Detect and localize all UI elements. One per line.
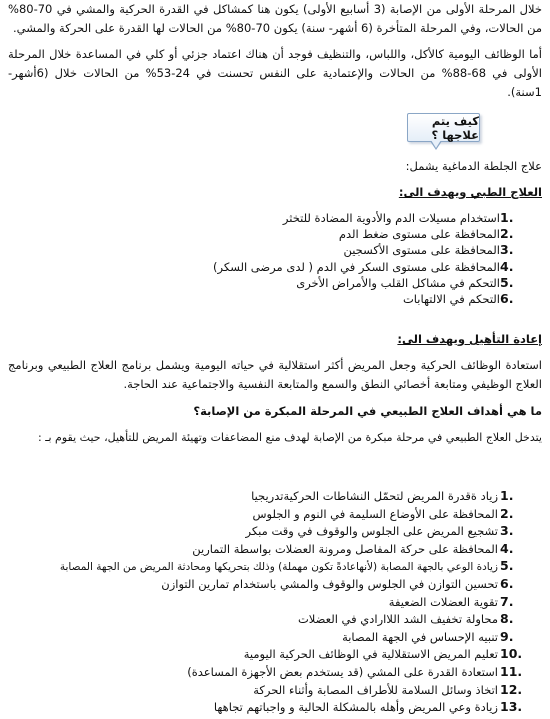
list-item-text: تقوية العضلات الضعيفة — [388, 594, 498, 609]
list-item — [60, 698, 522, 716]
list-item — [213, 275, 522, 291]
list-item-text: التحكم في مشاكل القلب والأمراض الأخرى — [296, 275, 500, 290]
list-item — [213, 291, 522, 307]
list-item-number: 5. — [500, 558, 514, 574]
list-item-number: 3. — [500, 523, 514, 539]
list-item-number: 3. — [500, 242, 514, 258]
list-item-number: 11. — [500, 663, 523, 679]
list-item-text: المحافظة على حركة المفاصل ومرونة العضلات بواسطة التمارين — [192, 541, 498, 556]
list-item — [60, 663, 522, 681]
list-item-number: 12. — [500, 681, 523, 697]
list-item — [60, 645, 522, 663]
list-item — [213, 242, 522, 258]
rehab-heading: إعادة التأهيل ويهدف الى: — [397, 332, 542, 346]
list-item-number: 2. — [500, 226, 514, 242]
list-item-text: زيادة وعي المريض وأهله بالمشكلة الحالية و واجباتهم تجاهها — [213, 700, 498, 715]
list-item — [213, 259, 522, 275]
list-item — [60, 522, 522, 540]
list-item-number: 4. — [500, 540, 514, 556]
medical-treatment-heading: العلاج الطبي ويهدف الى: — [398, 185, 542, 199]
physio-question: ما هي أهداف العلاج الطبيعي في المرحلة المبكرة من الإصابة؟ — [193, 404, 542, 418]
list-item — [60, 610, 522, 628]
list-item-number: 1. — [500, 488, 514, 503]
list-item-text: زياد ةقدرة المريض لتحمّل النشاطات الحركيةتدريجيا — [251, 489, 498, 503]
list-item — [213, 210, 522, 226]
physio-intro: يتدخل العلاج الطبيعي في مرحلة مبكرة من الإصابة لهدف منع المضاعفات وتهيئة المريض للتأهيل، حيث يقوم بـ : — [38, 431, 542, 444]
intro-paragraph-motor: خلال المرحلة الأولى من الإصابة (3 أسابيع الأولى) يكون هنا كمشاكل في القدرة الحركية والمشي في 70-80% من الحالات، وفي المرحلة المتأخرة (6 أشهر- سنة) يكون 70-80% من الحالات لها القدرة على الحركة والمشي. — [8, 2, 542, 35]
callout-tail-fill — [431, 140, 441, 148]
list-item-text: تشجيع المريض على الجلوس والوقوف في وقت مبكر — [245, 524, 498, 539]
list-item — [60, 681, 522, 699]
list-item-number: 6. — [500, 290, 514, 306]
callout-label: كيف يتم علاجها ؟ — [431, 113, 479, 142]
list-item — [60, 575, 522, 593]
list-item — [60, 557, 522, 575]
list-item — [60, 628, 522, 646]
list-item-text: تحسين التوازن في الجلوس والوقوف والمشي باستخدام تمارين التوازن — [161, 576, 498, 591]
list-item-text: المحافظة على مستوى الأكسجين — [343, 243, 500, 258]
list-item-text: المحافظة على الأوضاع السليمة في النوم و الجلوس — [252, 506, 498, 521]
list-item-text: استخدام مسيلات الدم والأدوية المضادة للتخثر — [282, 211, 500, 225]
list-item-text: زيادة الوعي بالجهة المصابة (لأنهاعادةً تكون مهملة) وذلك بتحريكها ومحادثة المريض من الجهة المصابة — [59, 561, 498, 574]
list-item-text: المحافظة على مستوى ضغط الدم — [338, 227, 500, 242]
physio-goals-list — [60, 487, 522, 716]
list-item-text: اتخاذ وسائل السلامة للأطراف المصابة وأثناء الحركة — [253, 682, 498, 697]
list-item-text: المحافظة على مستوى السكر في الدم ( لدى مرضى السكر) — [213, 259, 500, 274]
list-item-number: 10. — [500, 646, 523, 662]
list-item-number: 9. — [500, 628, 514, 644]
list-item — [213, 226, 522, 242]
list-item-text: التحكم في الالتهابات — [402, 291, 500, 306]
list-item-number: 8. — [500, 611, 514, 627]
list-item-number: 6. — [500, 575, 514, 591]
intro-paragraph-daily-functions: أما الوظائف اليومية كالأكل، واللباس، والتنظيف فوجد أن هناك اعتماد جزئي أو كلي في المساعدة خلال المرحلة الأولى في 68-88% من الحالات والإعتمادية على النفس تحسنت في 24-53% من الحالات خلال (6أشهر- 1سنة). — [8, 47, 542, 99]
list-item-text: استعادة القدرة على المشي (قد يستخدم بعض الأجهزة المساعدة) — [187, 664, 498, 679]
rehab-paragraph: استعادة الوظائف الحركية وجعل المريض أكثر استقلالية في حياته اليومية ويشمل برنامج العلاج الطبيعي وبرنامج العلاج الوظيفي ومتابعة أخصائي النطق والسمع والمتابعة النفسية والاجتماعية عند الحاجة. — [8, 358, 542, 391]
list-item — [60, 540, 522, 558]
treatment-intro: علاج الجلطة الدماغية يشمل: — [405, 159, 542, 173]
list-item-number: 7. — [500, 593, 514, 609]
list-item — [60, 487, 522, 505]
list-item-number: 4. — [500, 258, 514, 274]
list-item-text: تعليم المريض الاستقلالية في الوظائف الحركية اليومية — [243, 647, 498, 662]
list-item-text: تنبيه الإحساس في الجهة المصابة — [342, 629, 498, 644]
list-item — [60, 593, 522, 611]
medical-goals-list — [213, 210, 522, 307]
list-item-number: 1. — [500, 210, 514, 225]
list-item-number: 13. — [500, 699, 523, 715]
callout-box — [407, 113, 480, 142]
list-item-number: 2. — [500, 505, 514, 521]
list-item — [60, 505, 522, 523]
list-item-number: 5. — [500, 274, 514, 290]
list-item-text: محاولة تخفيف الشد اللاارادي في العضلات — [297, 612, 498, 627]
